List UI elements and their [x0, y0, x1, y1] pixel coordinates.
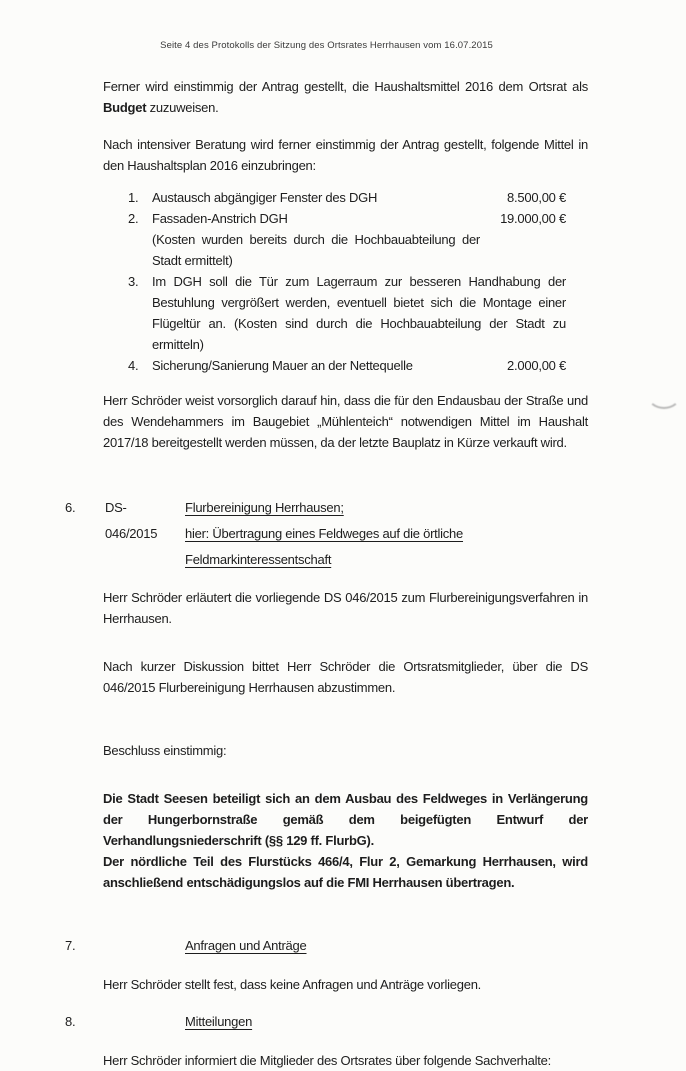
agenda-ref-line2: 046/2015: [105, 526, 158, 541]
agenda-title-line1: Flurbereinigung Herrhausen;: [185, 500, 344, 515]
agenda-title-text: Mitteilungen: [185, 1014, 253, 1029]
paragraph-item6-explanation: Herr Schröder erläutert die vorliegende DS 046/2015 zum Flurbereinigungsverfahren in Herrhausen.: [103, 590, 588, 626]
item-amount: 8.500,00 €: [507, 190, 566, 205]
agenda-title: [185, 933, 588, 959]
item-amount: 2.000,00 €: [507, 358, 566, 373]
item-note: (Kosten wurden bereits durch die Hochbauabteilung der Stadt ermittelt): [152, 232, 480, 268]
item-number: 3.: [128, 274, 139, 289]
agenda-item-6: [65, 495, 588, 573]
agenda-title-line3: Feldmarkinteressentschaft: [185, 552, 332, 567]
agenda-title-line2: hier: Übertragung eines Feldweges auf die örtliche: [185, 526, 464, 541]
budget-item-4: [128, 355, 588, 376]
resolution-text-1: Die Stadt Seesen beteiligt sich an dem Ausbau des Feldweges in Verlängerung der Hungerbornstraße gemäß dem beigefügten Entwurf der Verhandlungsniederschrift (§§ 129 ff. FlurbG).: [103, 791, 588, 848]
paragraph-item6-vote: Nach kurzer Diskussion bittet Herr Schröder die Ortsratsmitglieder, über die DS 046/2015 Flurbereinigung Herrhausen abzustimmen.: [103, 659, 588, 695]
agenda-item-8: [65, 1009, 588, 1035]
agenda-number: 7.: [65, 938, 76, 953]
paragraph-text: Ferner wird einstimmig der Antrag gestellt, die Haushaltsmittel 2016 dem Ortsrat als: [103, 79, 588, 94]
agenda-number: 6.: [65, 500, 76, 515]
paragraph-budget-motion: [103, 76, 588, 118]
paragraph-schroeder-notice: Herr Schröder weist vorsorglich darauf hin, dass die für den Endausbau der Straße und des Wendehammers im Baugebiet „Mühlenteich“ notwendigen Mittel im Haushalt 2017/18 bereitgestellt werden müssen, da der letzte Bauplatz in Kürze verkauft wird.: [103, 393, 588, 450]
budget-item-2: [128, 208, 588, 271]
resolution-label: Beschluss einstimmig:: [103, 743, 227, 758]
budget-list: [65, 187, 588, 376]
agenda-title: [185, 495, 588, 573]
agenda-ref-line1: DS-: [105, 500, 127, 515]
item-text: Sicherung/Sanierung Mauer an der Nettequelle: [152, 358, 413, 373]
budget-item-3: [128, 271, 588, 355]
paragraph-haushaltsplan-motion: Nach intensiver Beratung wird ferner einstimmig der Antrag gestellt, folgende Mittel in den Haushaltsplan 2016 einzubringen:: [103, 137, 588, 173]
resolution-text-2: Der nördliche Teil des Flurstücks 466/4, Flur 2, Gemarkung Herrhausen, wird anschließend entschädigungslos auf die FMI Herrhausen übertragen.: [103, 854, 588, 890]
scanned-protocol-page: [0, 40, 686, 1068]
paragraph-item7-statement: Herr Schröder stellt fest, dass keine Anfragen und Anträge vorliegen.: [103, 977, 482, 992]
item-number: 2.: [128, 211, 139, 226]
budget-item-1: [128, 187, 588, 208]
item-text: Im DGH soll die Tür zum Lagerraum zur besseren Handhabung der Bestuhlung vergrößert werden, eventuell bietet sich die Montage einer Flügeltür an. (Kosten sind durch die Hochbauabteilung der Stadt zu ermitteln): [152, 274, 566, 352]
item-amount: 19.000,00 €: [500, 211, 566, 226]
item-number: 1.: [128, 190, 139, 205]
agenda-item-7: [65, 933, 588, 959]
scan-artifact-mark: [647, 381, 681, 409]
page-header: Seite 4 des Protokolls der Sitzung des Ortsrates Herrhausen vom 16.07.2015: [160, 40, 493, 51]
agenda-title: [185, 1009, 588, 1035]
agenda-title-text: Anfragen und Anträge: [185, 938, 307, 953]
item-text: [152, 208, 480, 271]
agenda-reference: [105, 495, 185, 547]
item-text: Austausch abgängiger Fenster des DGH: [152, 190, 378, 205]
item-number: 4.: [128, 358, 139, 373]
item-main-text: Fassaden-Anstrich DGH: [152, 211, 288, 226]
agenda-number: 8.: [65, 1014, 76, 1029]
paragraph-item8-intro: Herr Schröder informiert die Mitglieder des Ortsrates über folgende Sachverhalte:: [103, 1053, 551, 1068]
bold-word-budget: Budget: [103, 100, 147, 115]
paragraph-text: zuzuweisen.: [146, 100, 219, 115]
